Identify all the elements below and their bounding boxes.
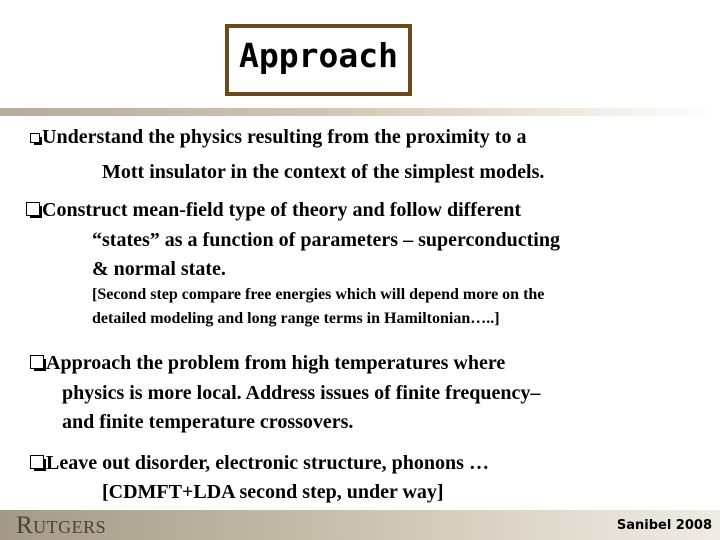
- footer-bar: [0, 510, 720, 540]
- bullet-2-marker: [26, 199, 42, 222]
- bullet-1-line-2: Mott insulator in the context of the simplest models.: [102, 161, 545, 183]
- bullet-2-line-1: [26, 199, 521, 222]
- bullet-4-text-1: Leave out disorder, electronic structure, phonons …: [46, 452, 489, 474]
- top-divider: [0, 108, 720, 116]
- bullet-2-line-2: “states” as a function of parameters – superconducting: [92, 229, 560, 251]
- conference-label: Sanibel 2008: [616, 518, 712, 533]
- bullet-3-line-3: and finite temperature crossovers.: [62, 411, 354, 433]
- slide-title: Approach: [239, 36, 398, 75]
- bullet-4-marker: [30, 452, 46, 475]
- bullet-1-line-1: [30, 126, 526, 149]
- bullet-2-text-1: Construct mean-field type of theory and follow different: [42, 199, 522, 221]
- bullet-3-line-1: [30, 352, 505, 375]
- bullet-2-line-3: & normal state.: [92, 258, 226, 280]
- bullet-2-sub-line-2: detailed modeling and long range terms in Hamiltonian…..]: [92, 310, 500, 327]
- rutgers-logo: Rutgers: [16, 512, 107, 539]
- bullet-1-text-1: Understand the physics resulting from the proximity to a: [42, 126, 527, 148]
- bullet-4-line-1: [30, 452, 489, 475]
- bullet-3-marker: [30, 352, 46, 375]
- bullet-4-line-2: [CDMFT+LDA second step, under way]: [102, 481, 444, 503]
- bullet-1-marker: [30, 126, 42, 149]
- bullet-2-sub-line-1: [Second step compare free energies which will depend more on the: [92, 286, 545, 303]
- bullet-3-line-2: physics is more local. Address issues of finite frequency–: [62, 382, 541, 404]
- title-box: [225, 24, 412, 96]
- bullet-3-text-1: Approach the problem from high temperatures where: [46, 352, 506, 374]
